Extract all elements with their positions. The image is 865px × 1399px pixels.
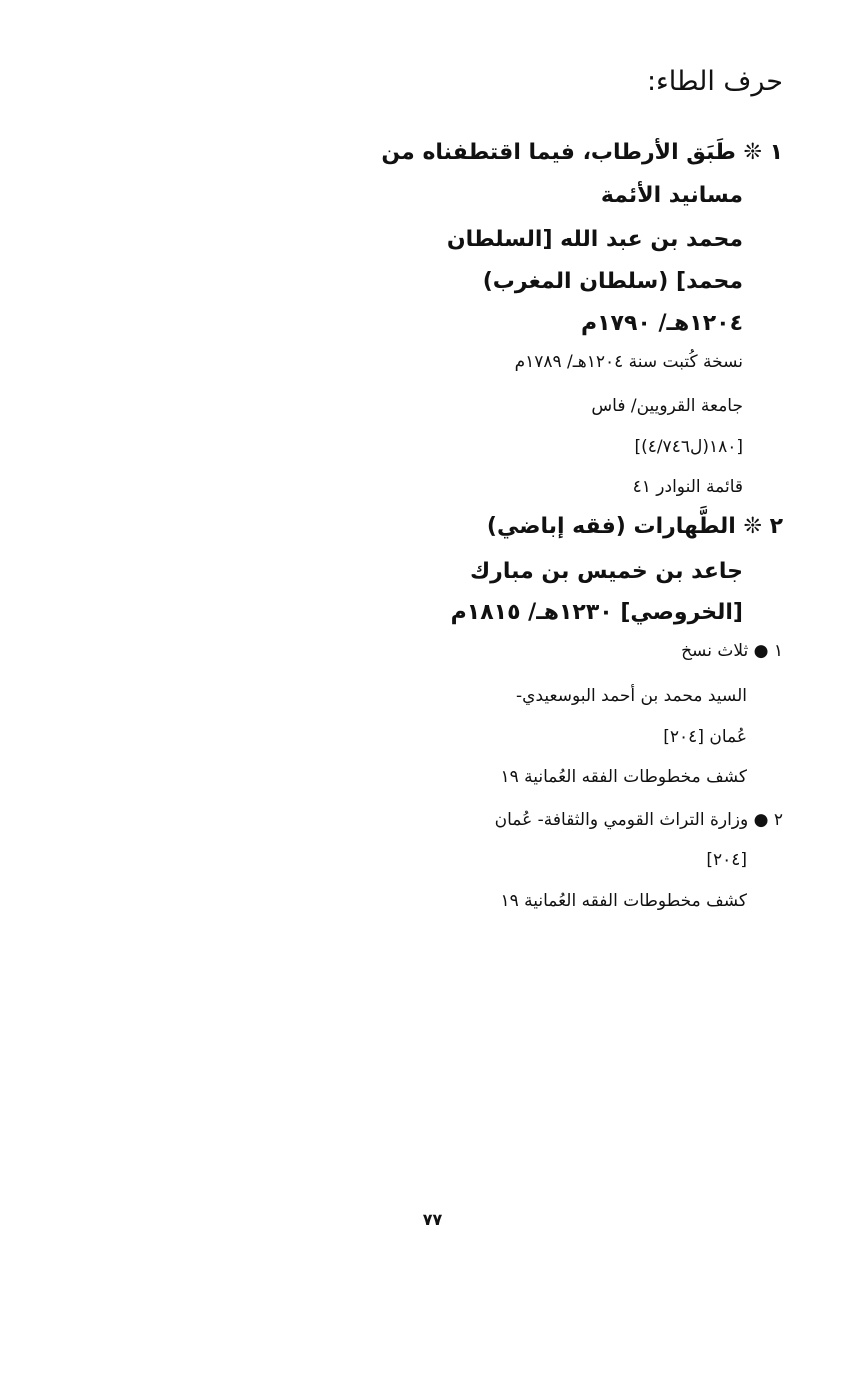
entry-1-shelfmark: [١٨٠(ل٤/٧٤٦)] [634,437,743,457]
entry-1-library: جامعة القرويين/ فاس [591,396,743,416]
section-heading: حرف الطاء: [646,66,783,97]
entry-1-title: ١ ❊ طَبَق الأرطاب، فيما اقتطفناه من [381,140,783,165]
entry-1-author-cont: محمد] (سلطان المغرب) [482,269,743,294]
entry-1-title-cont: مسانيد الأئمة [600,183,743,208]
page-number: ٧٧ [422,1210,443,1229]
entry-2-source-1: كشف مخطوطات الفقه العُمانية ١٩ [500,767,747,787]
entry-2-author: جاعد بن خميس بن مبارك [470,559,743,584]
entry-1-source: قائمة النوادر ٤١ [632,477,743,497]
entry-2-date: [الخروصي] ١٢٣٠هـ/ ١٨١٥م [450,600,743,625]
entry-2-copies-item-1: ١ ● ثلاث نسخ [681,641,783,661]
entry-2-holder-2-cont: [٢٠٤] [706,850,747,870]
entry-1-copy-note: نسخة كُتبت سنة ١٢٠٤هـ/ ١٧٨٩م [514,352,743,372]
entry-2-title: ٢ ❊ الطَّهارات (فقه إباضي) [486,514,783,539]
entry-1-author: محمد بن عبد الله [السلطان [446,227,743,252]
entry-1-date: ١٢٠٤هـ/ ١٧٩٠م [580,311,743,336]
entry-2-holder-1-cont: عُمان [٢٠٤] [663,727,747,747]
entry-2-copies-item-2: ٢ ● وزارة التراث القومي والثقافة- عُمان [494,810,783,830]
entry-2-source-2: كشف مخطوطات الفقه العُمانية ١٩ [500,891,747,911]
entry-2-holder-1: السيد محمد بن أحمد البوسعيدي- [516,686,747,706]
